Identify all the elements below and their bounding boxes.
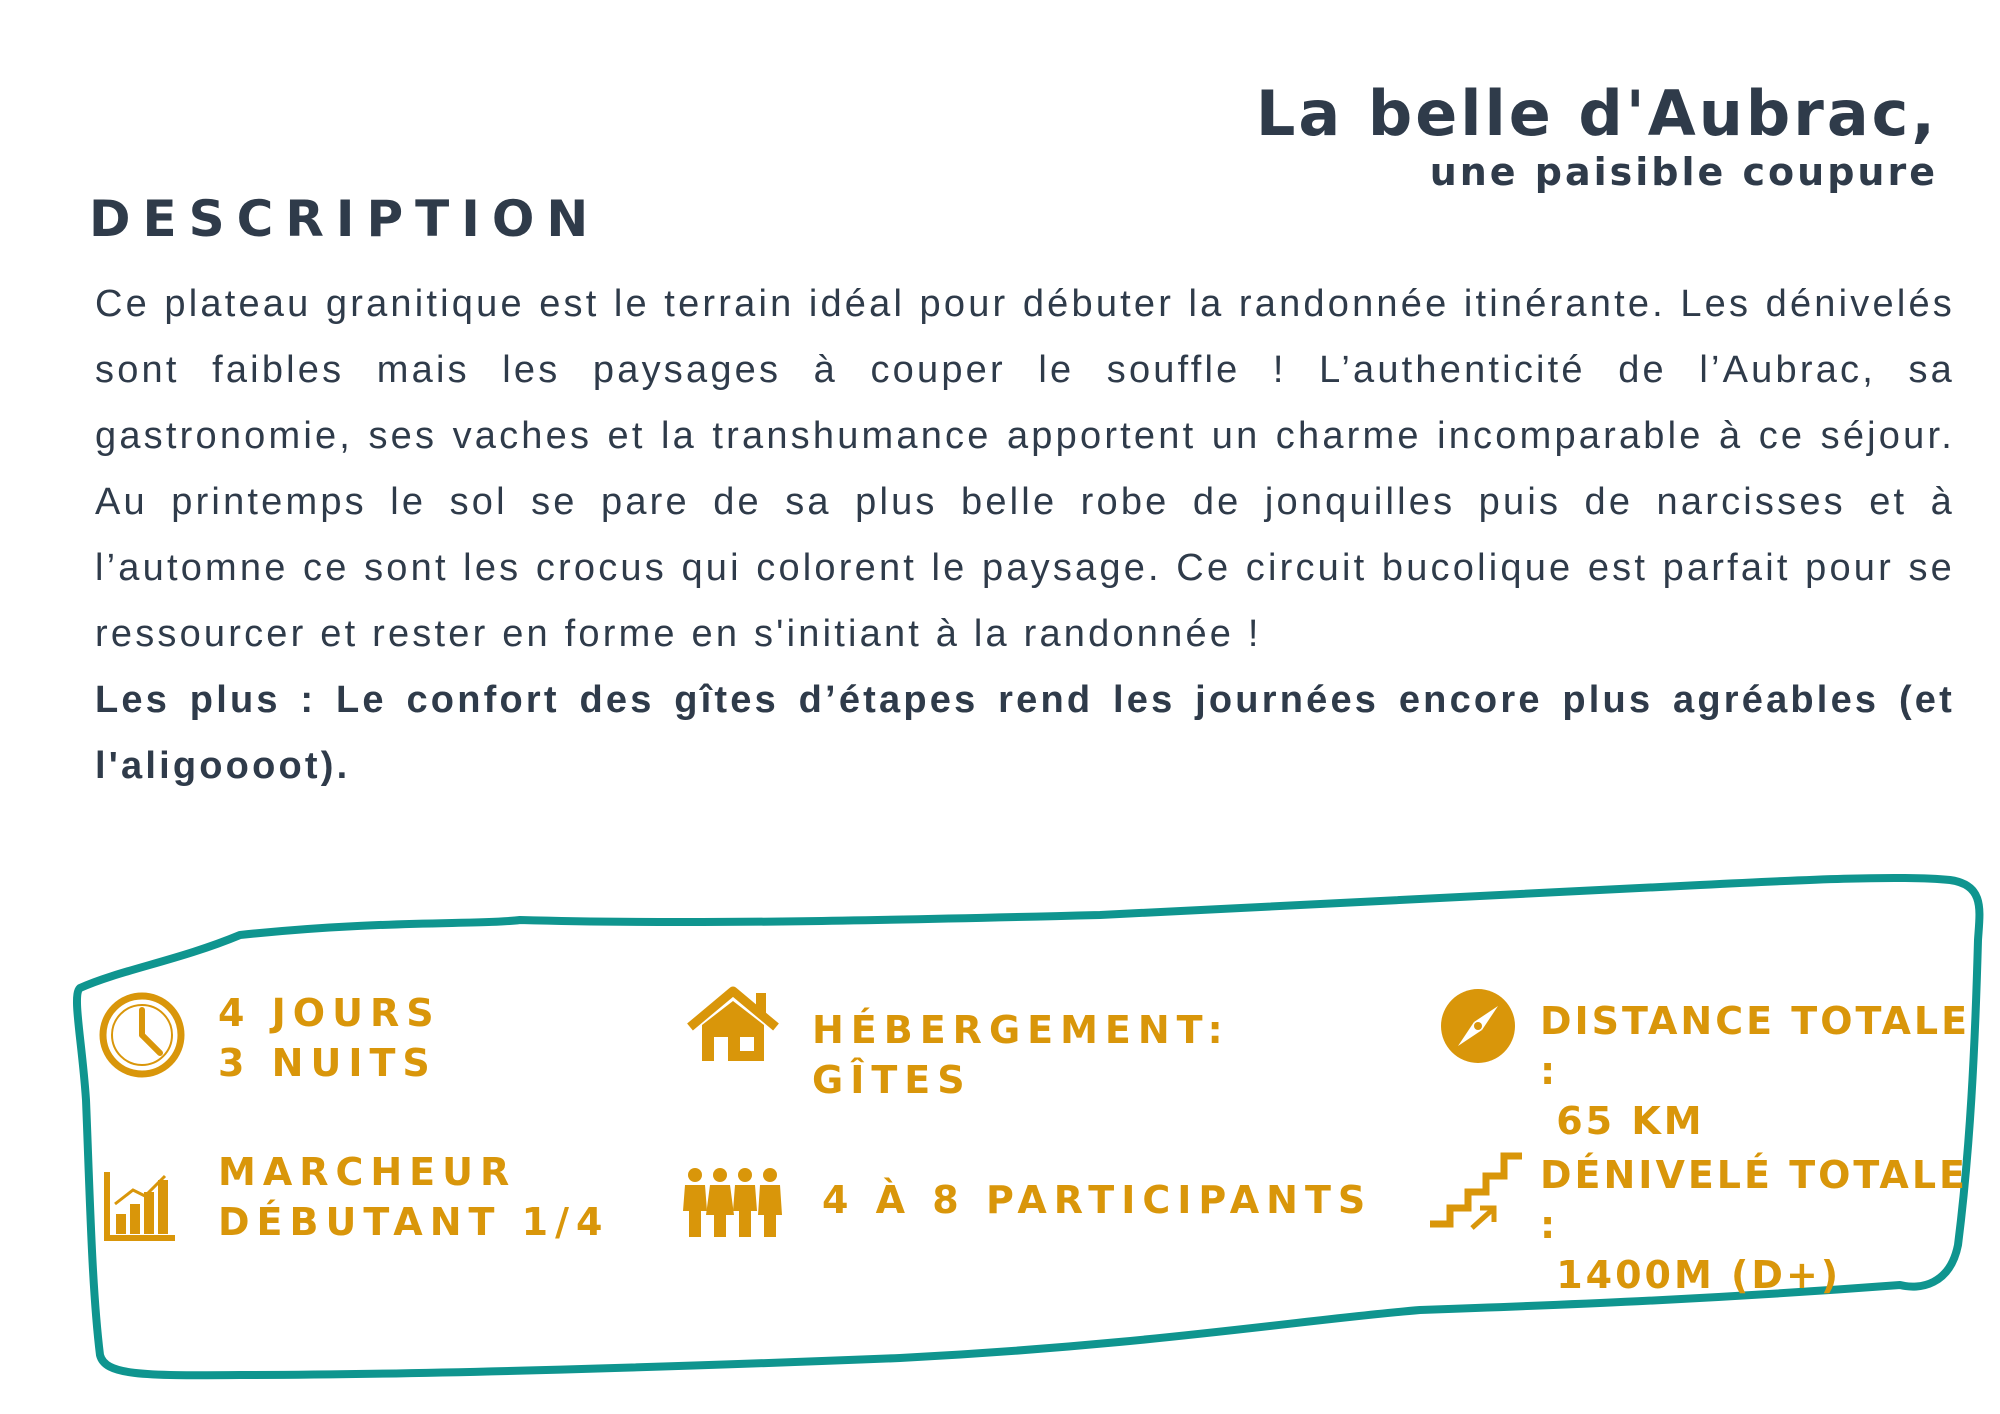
- bar-chart-icon: [103, 1170, 177, 1242]
- description-body: Ce plateau granitique est le terrain idéal pour débuter la randonnée itinérante. Les dénivelés sont faibles mais les paysages à couper le souffle ! L’authenticité de l’Aubrac, sa gastronomie, ses vaches et la transhumance apportent un charme incomparable à ce séjour. Au printemps le sol se pare de sa plus belle robe de jonquilles puis de narcisses et à l’automne ce sont les crocus qui colorent le paysage. Ce circuit bucolique est parfait pour se ressourcer et rester en forme en s'initiant à la randonnée !: [95, 283, 1955, 655]
- stat-duration: [218, 988, 441, 1088]
- stat-lodging: [812, 1005, 1230, 1105]
- stat-distance: [1540, 996, 2000, 1146]
- trip-title: La belle d'Aubrac,: [1255, 77, 1938, 150]
- stat-elevation-line2: 1400M (D+): [1540, 1253, 1842, 1297]
- stat-duration-line1: 4 JOURS: [218, 991, 441, 1035]
- stat-duration-line2: 3 NUITS: [218, 1041, 437, 1085]
- people-icon: [682, 1167, 782, 1239]
- stat-group-line1: 4 À 8 PARTICIPANTS: [822, 1178, 1373, 1222]
- stat-elevation-line1: DÉNIVELÉ TOTALE :: [1540, 1153, 1968, 1247]
- stat-lodging-line1: HÉBERGEMENT:: [812, 1008, 1230, 1052]
- stat-level-line1: MARCHEUR: [218, 1150, 517, 1194]
- stat-distance-line1: DISTANCE TOTALE :: [1540, 999, 1971, 1093]
- house-icon: [686, 985, 780, 1065]
- stat-distance-line2: 65 KM: [1540, 1099, 1705, 1143]
- stairs-icon: [1428, 1148, 1524, 1232]
- stat-level-line2: DÉBUTANT 1/4: [218, 1200, 610, 1244]
- stat-elevation: [1540, 1150, 2000, 1300]
- stat-group: [822, 1175, 1372, 1225]
- trip-subtitle: une paisible coupure: [1429, 150, 1938, 195]
- stat-lodging-line2: GÎTES: [812, 1058, 972, 1102]
- description-highlight: Les plus : Le confort des gîtes d’étapes rend les journées encore plus agréables (et l'aligoooot).: [95, 679, 1955, 787]
- stat-level: [218, 1147, 609, 1247]
- section-heading: DESCRIPTION: [89, 190, 601, 248]
- clock-icon: [97, 990, 187, 1080]
- compass-icon: [1440, 988, 1516, 1064]
